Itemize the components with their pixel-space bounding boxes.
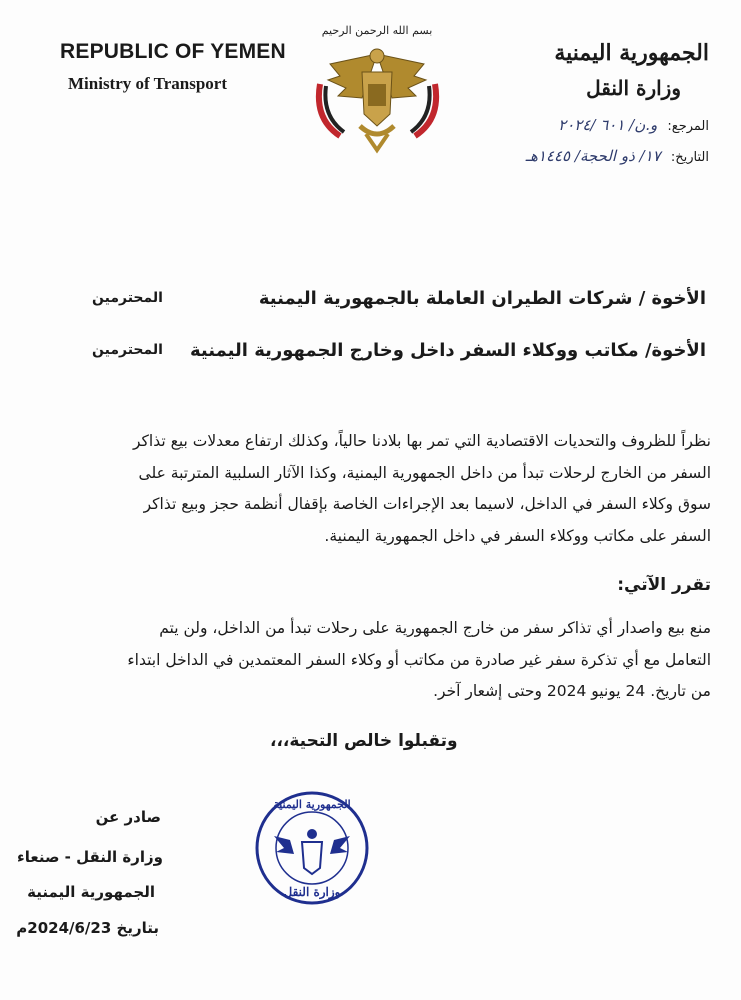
reference-row (558, 116, 709, 134)
decision-line: التعامل مع أي تذكرة سفر غير صادرة من مكاتب أو وكلاء السفر المعتمدين في الداخل ابتداء (127, 650, 711, 669)
date-value: ١٧/ ذو الحجة/ ١٤٤٥هـ (525, 147, 661, 165)
header-republic-en: REPUBLIC OF YEMEN (60, 40, 286, 63)
addressee-airlines-honorific: المحترمين (92, 290, 163, 306)
addressee-agencies: الأخوة/ مكاتب ووكلاء السفر داخل وخارج الجمهورية اليمنية (189, 340, 706, 361)
intro-line: نظراً للظروف والتحديات الاقتصادية التي تمر بها بلادنا حالياً، وكذلك ارتفاع معدلات بيع تذاكر (132, 432, 711, 450)
decision-heading: تقرر الآتي: (617, 575, 711, 595)
decision-line: من تاريخ. 24 يونيو 2024 وحتى إشعار آخر. (433, 682, 711, 700)
header-republic-ar: الجمهورية اليمنية (554, 40, 709, 66)
intro-line: السفر من الخارج لرحلات تبدأ من داخل الجمهورية اليمنية، وكذا الآثار السلبية المترتبة على (138, 463, 711, 482)
addressee-agencies-honorific: المحترمين (92, 342, 163, 358)
date-label: التاريخ: (670, 150, 709, 165)
header-ministry-en: Ministry of Transport (68, 74, 227, 93)
signature-ministry: وزارة النقل - صنعاء (17, 848, 163, 866)
closing-greeting: وتقبلوا خالص التحية،،، (270, 731, 458, 751)
reference-value: و.ن/ ٦٠١ /٢٠٢٤ (558, 116, 658, 134)
signature-issued-by: صادر عن (95, 808, 161, 826)
intro-paragraph (29, 426, 711, 552)
intro-line: سوق وكلاء السفر في الداخل، لاسيما بعد الإجراءات الخاصة بإقفال أنظمة حجز وبيع تذاكر (143, 495, 711, 513)
yemen-eagle-emblem (310, 14, 445, 154)
stamp-bottom-text: وزارة النقل (283, 885, 341, 899)
header-ministry-ar: وزارة النقل (586, 76, 681, 100)
decision-line: منع بيع واصدار أي تذاكر سفر من خارج الجمهورية على رحلات تبدأ من الداخل، ولن يتم (159, 619, 711, 637)
signature-republic: الجمهورية اليمنية (27, 883, 155, 901)
ministry-stamp (254, 790, 370, 906)
decision-paragraph (29, 613, 711, 708)
addressee-airlines: الأخوة / شركات الطيران العاملة بالجمهورية اليمنية (258, 288, 706, 309)
signature-date: بتاريخ 2024/6/23م (16, 919, 159, 937)
basmala-caption: بسم الله الرحمن الرحيم (321, 24, 433, 37)
stamp-top-text: الجمهورية اليمنية (273, 798, 351, 811)
reference-label: المرجع: (667, 119, 709, 134)
date-row (526, 147, 709, 165)
intro-line: السفر على مكاتب ووكلاء السفر في داخل الجمهورية اليمنية. (324, 526, 711, 545)
